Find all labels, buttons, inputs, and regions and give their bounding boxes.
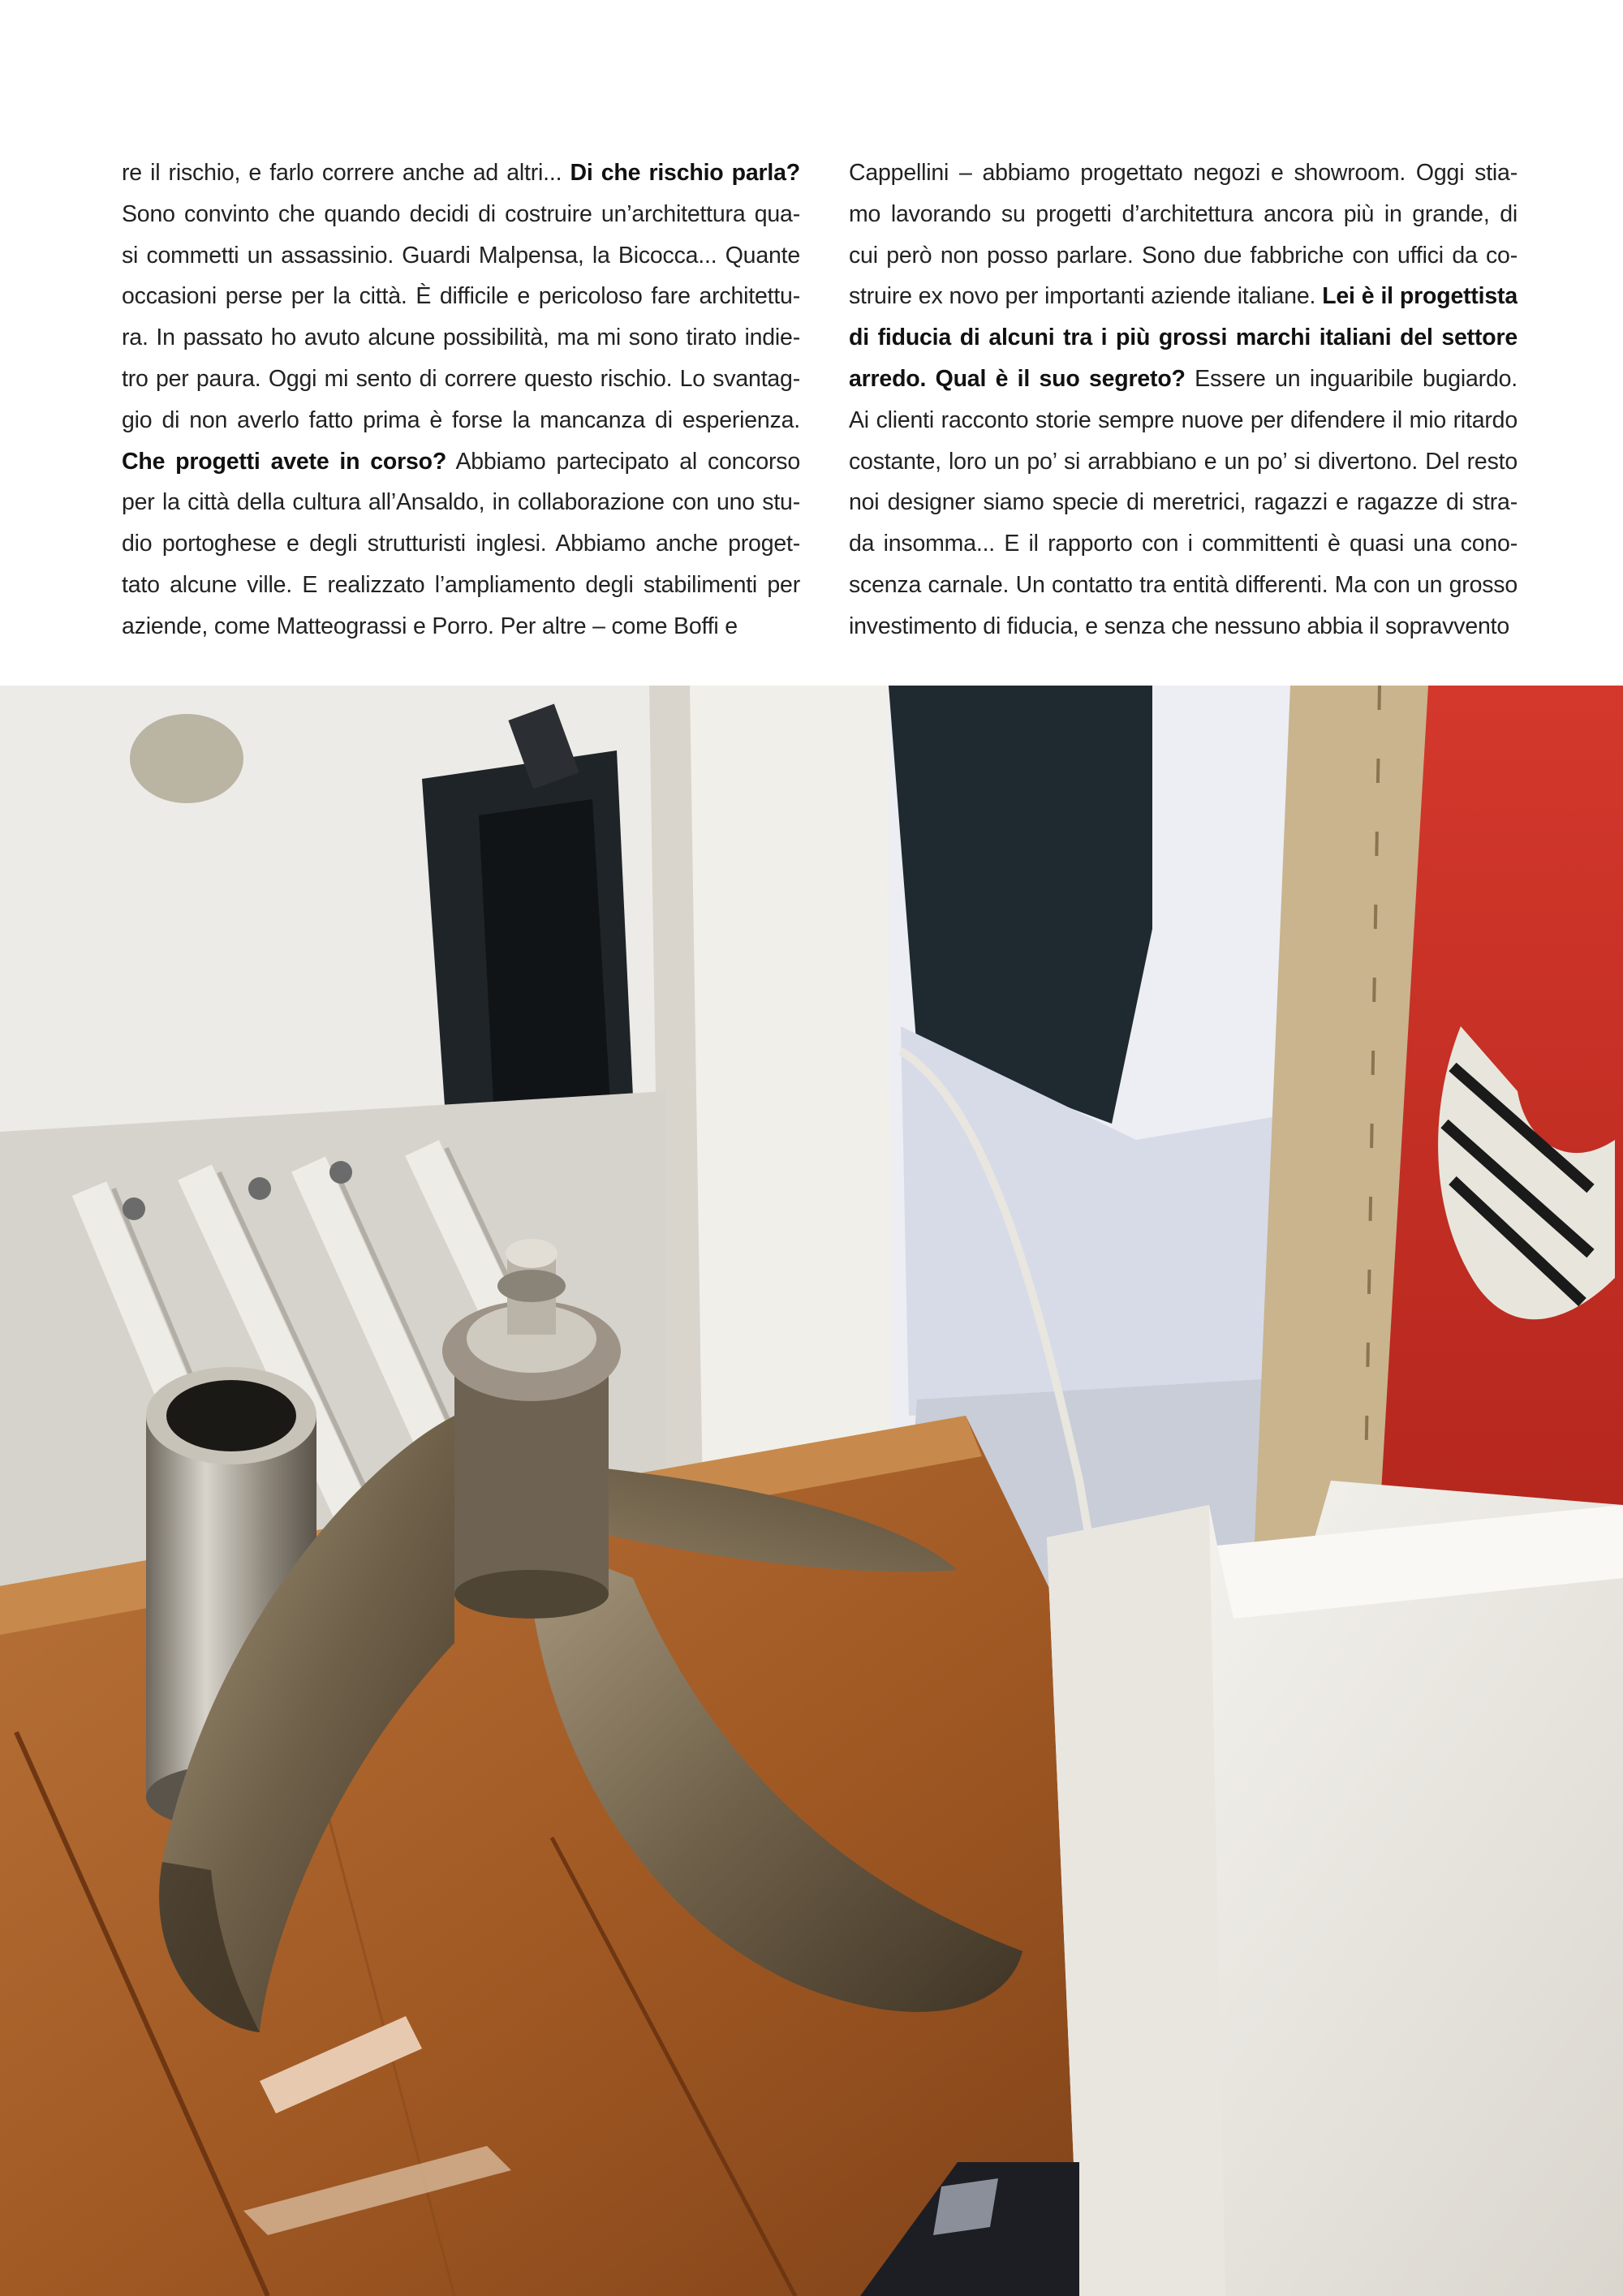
text-line	[849, 441, 1518, 483]
question-text: Lei è il progettista	[1322, 283, 1518, 310]
answer-text: costante, loro un po’ si arrabbiano e un po’ si divertono. Del resto	[849, 448, 1518, 475]
question-text: Che progetti avete in corso?	[122, 448, 447, 475]
text-line	[122, 606, 800, 647]
answer-text: per la città della cultura all’Ansaldo, in collaborazione con uno stu-	[122, 489, 800, 516]
text-line	[849, 565, 1518, 606]
answer-text: investimento di fiducia, e senza che nessuno abbia il sopravvento	[849, 613, 1510, 639]
answer-text: noi designer siamo specie di meretrici, ragazzi e ragazze di stra-	[849, 489, 1518, 516]
text-line	[122, 359, 800, 400]
text-line	[849, 153, 1518, 194]
text-line	[122, 400, 800, 441]
answer-text: Ai clienti racconto storie sempre nuove per difendere il mio ritardo	[849, 406, 1518, 433]
question-text: Di che rischio parla?	[570, 160, 800, 186]
question-text: arredo. Qual è il suo segreto?	[849, 365, 1186, 392]
answer-text: Essere un inguaribile bugiardo.	[1185, 365, 1518, 392]
answer-text: re il rischio, e farlo correre anche ad altri...	[122, 160, 570, 186]
answer-text: ra. In passato ho avuto alcune possibilità, ma mi sono tirato indie-	[122, 325, 800, 351]
article-column-right	[849, 153, 1518, 647]
answer-text: Sono convinto che quando decidi di costruire un’architettura qua-	[122, 200, 800, 227]
text-line	[849, 359, 1518, 400]
answer-text: si commetti un assassinio. Guardi Malpensa, la Bicocca... Quante	[122, 242, 800, 269]
answer-text: tro per paura. Oggi mi sento di correre questo rischio. Lo svantag-	[122, 365, 800, 392]
article-column-left	[122, 153, 800, 647]
text-line	[122, 523, 800, 565]
answer-text: struire ex novo per importanti aziende italiane.	[849, 283, 1323, 310]
text-line	[849, 235, 1518, 277]
text-line	[122, 194, 800, 235]
text-line	[122, 441, 800, 483]
text-line	[122, 276, 800, 317]
answer-text: aziende, come Matteograssi e Porro. Per altre – come Boffi e	[122, 613, 738, 639]
answer-text: da insomma... E il rapporto con i committenti è quasi una cono-	[849, 531, 1518, 557]
answer-text: cui però non posso parlare. Sono due fabbriche con uffici da co-	[849, 242, 1518, 269]
answer-text: scenza carnale. Un contatto tra entità differenti. Ma con un grosso	[849, 571, 1518, 598]
text-line	[849, 606, 1518, 647]
text-line	[849, 482, 1518, 523]
text-line	[849, 400, 1518, 441]
text-line	[849, 317, 1518, 359]
question-text: di fiducia di alcuni tra i più grossi marchi italiani del settore	[849, 325, 1518, 351]
propeller-still-life-illustration	[0, 686, 1623, 2296]
text-line	[849, 194, 1518, 235]
studio-photo	[0, 686, 1623, 2296]
answer-text: tato alcune ville. E realizzato l’ampliamento degli stabilimenti per	[122, 571, 800, 598]
text-line	[849, 523, 1518, 565]
text-line	[849, 276, 1518, 317]
text-line	[122, 565, 800, 606]
text-line	[122, 482, 800, 523]
text-line	[122, 235, 800, 277]
answer-text: dio portoghese e degli strutturisti inglesi. Abbiamo anche proget-	[122, 531, 800, 557]
text-line	[122, 153, 800, 194]
text-line	[122, 317, 800, 359]
answer-text: occasioni perse per la città. È difficile e pericoloso fare architettu-	[122, 283, 800, 310]
answer-text: mo lavorando su progetti d’architettura ancora più in grande, di	[849, 200, 1518, 227]
answer-text: gio di non averlo fatto prima è forse la mancanza di esperienza.	[122, 406, 800, 433]
answer-text: Abbiamo partecipato al concorso	[446, 448, 800, 475]
answer-text: Cappellini – abbiamo progettato negozi e showroom. Oggi stia-	[849, 160, 1518, 186]
